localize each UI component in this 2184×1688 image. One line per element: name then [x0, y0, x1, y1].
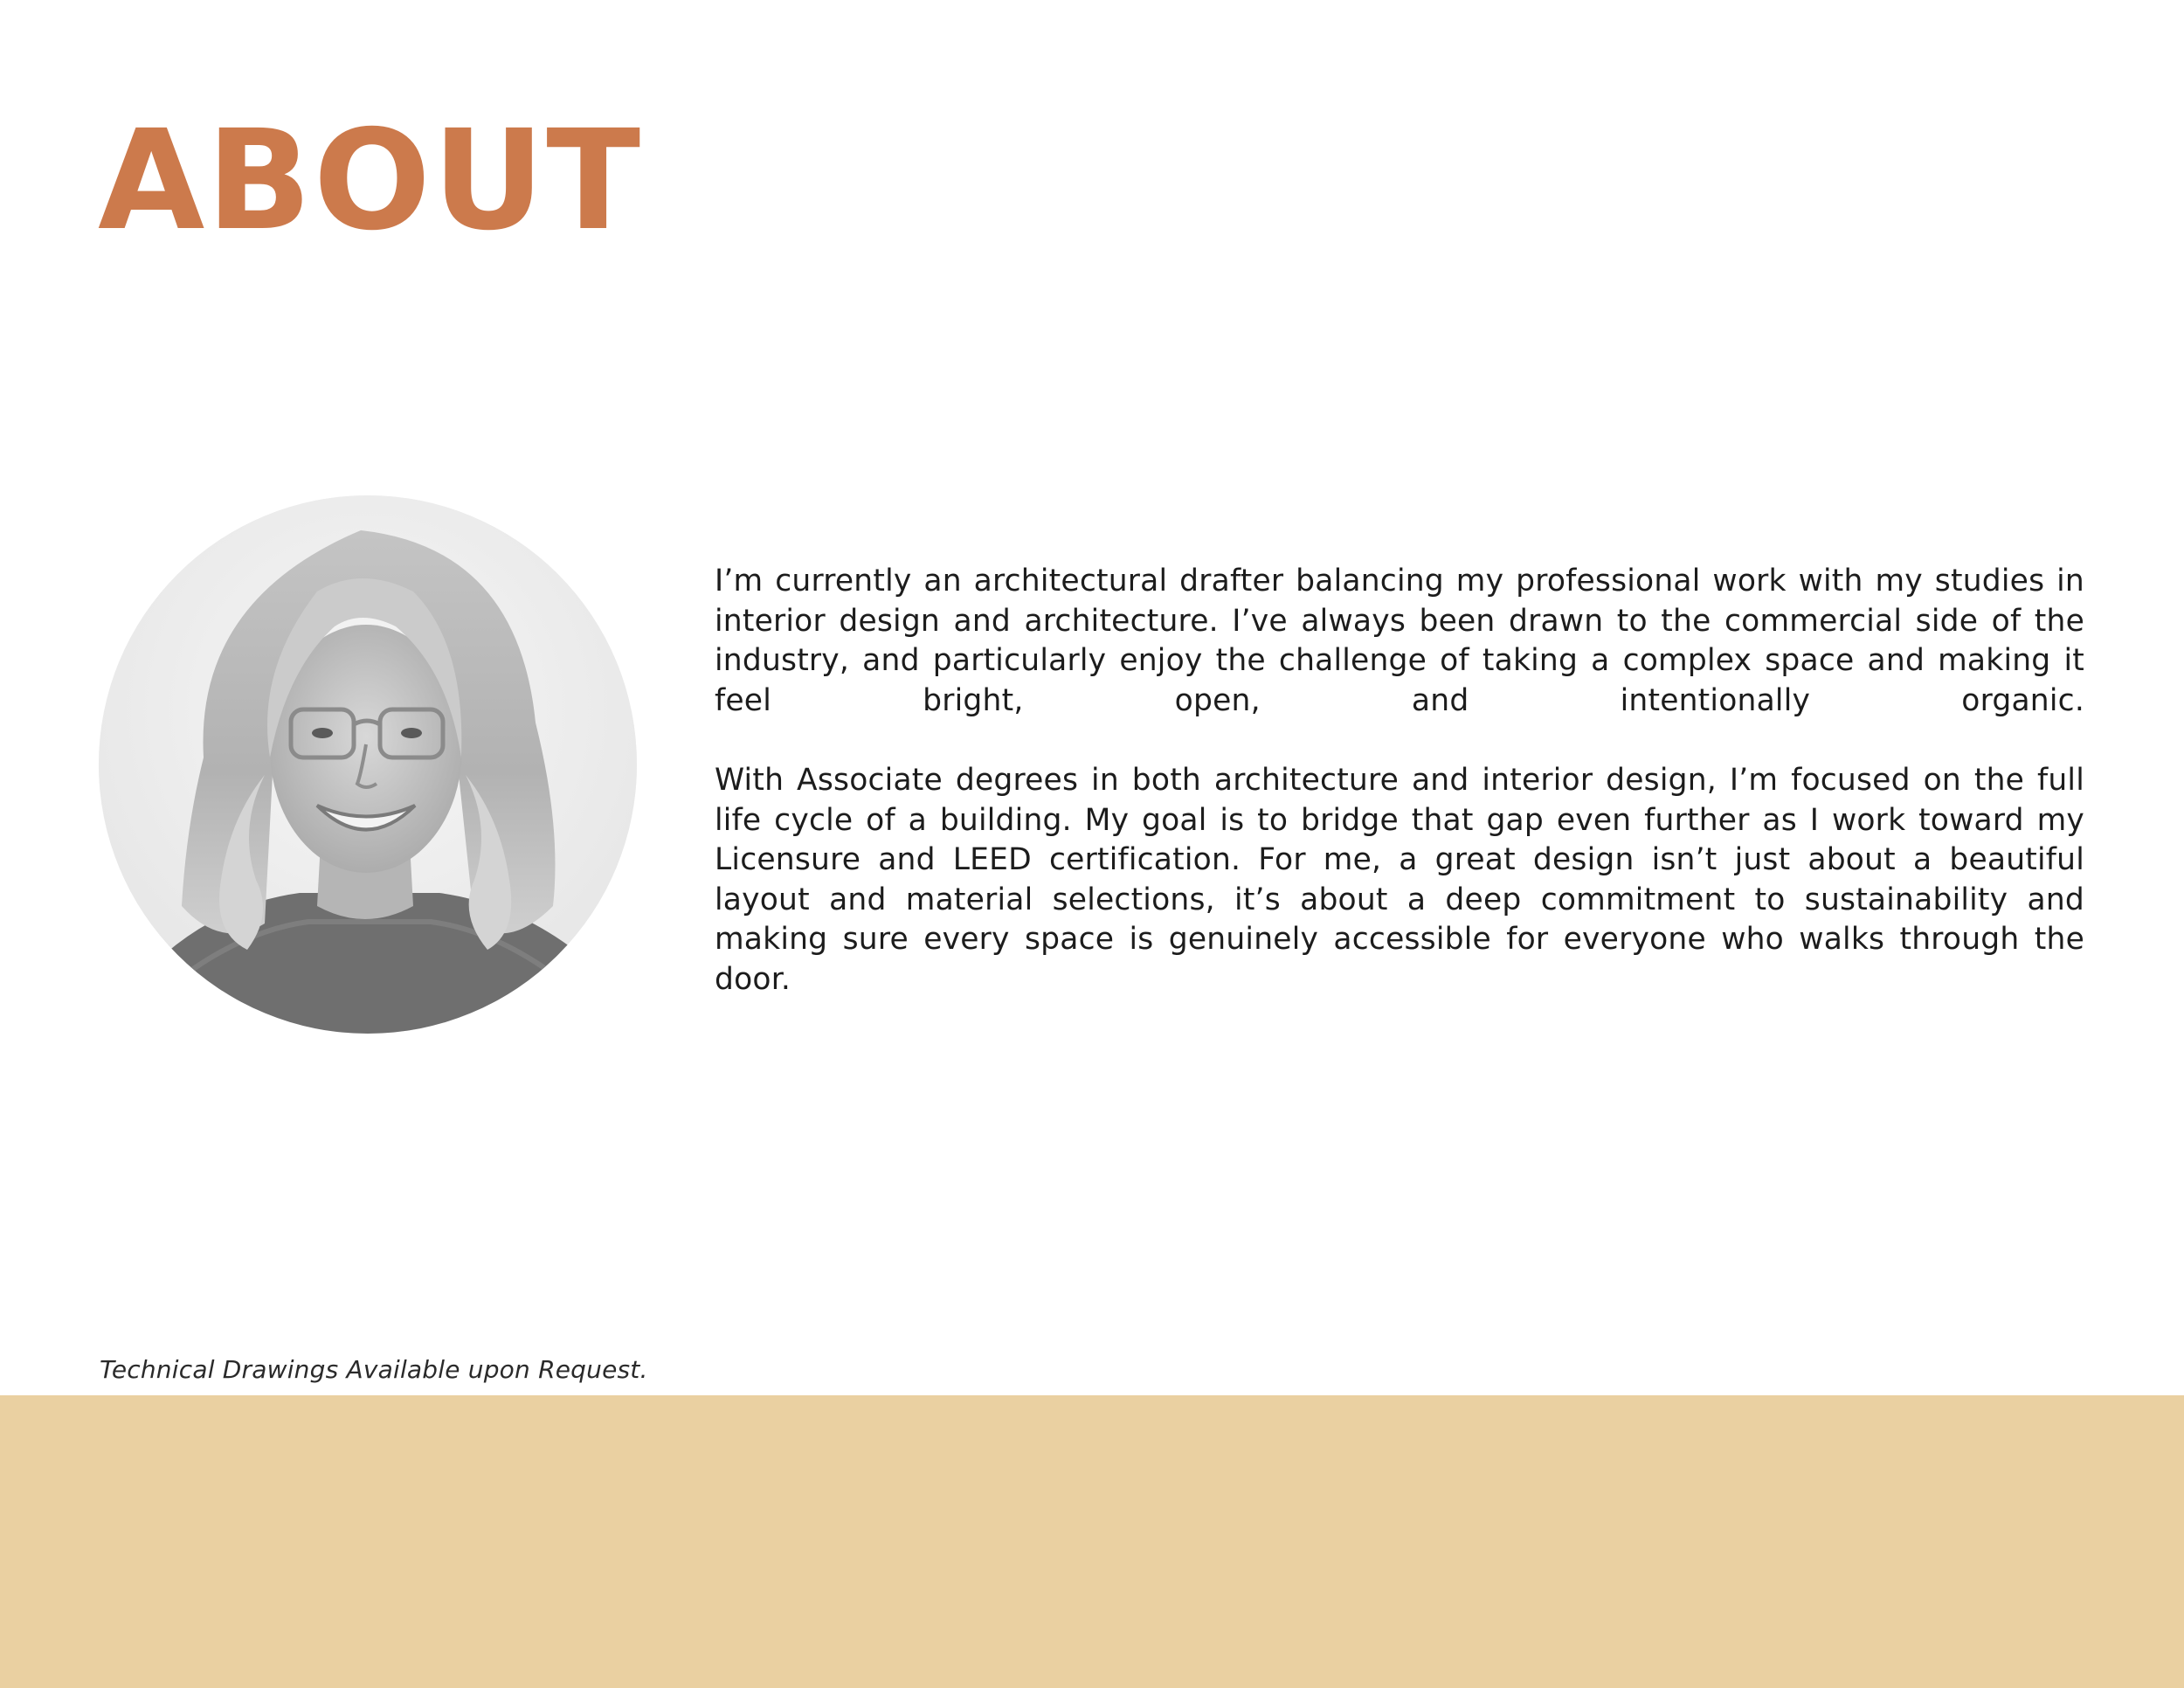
portrait-icon [99, 495, 637, 1034]
footer-band [0, 1395, 2184, 1688]
portrait-photo [99, 495, 637, 1034]
page-title: ABOUT [98, 100, 643, 261]
bio-text [715, 562, 2084, 1000]
bio-paragraph-1: I’m currently an architectural drafter balancing my professional work with my studies in interior design and architecture. I’ve always been drawn to the commercial side of the industry, and particularly enjoy the challenge of taking a complex space and making it feel bright, open, and intentionally organic. [715, 564, 2084, 718]
footnote: Technical Drawings Available upon Request. [100, 1355, 648, 1384]
bio-paragraph-2: With Associate degrees in both architecture and interior design, I’m focused on the full life cycle of a building. My goal is to bridge that gap even further as I work toward my Licensure and LEED certification. For me, a great design isn’t just about a beautiful layout and material selections, it’s about a deep commitment to sustainability and making sure every space is genuinely accessible for everyone who walks through the door. [715, 762, 2084, 997]
